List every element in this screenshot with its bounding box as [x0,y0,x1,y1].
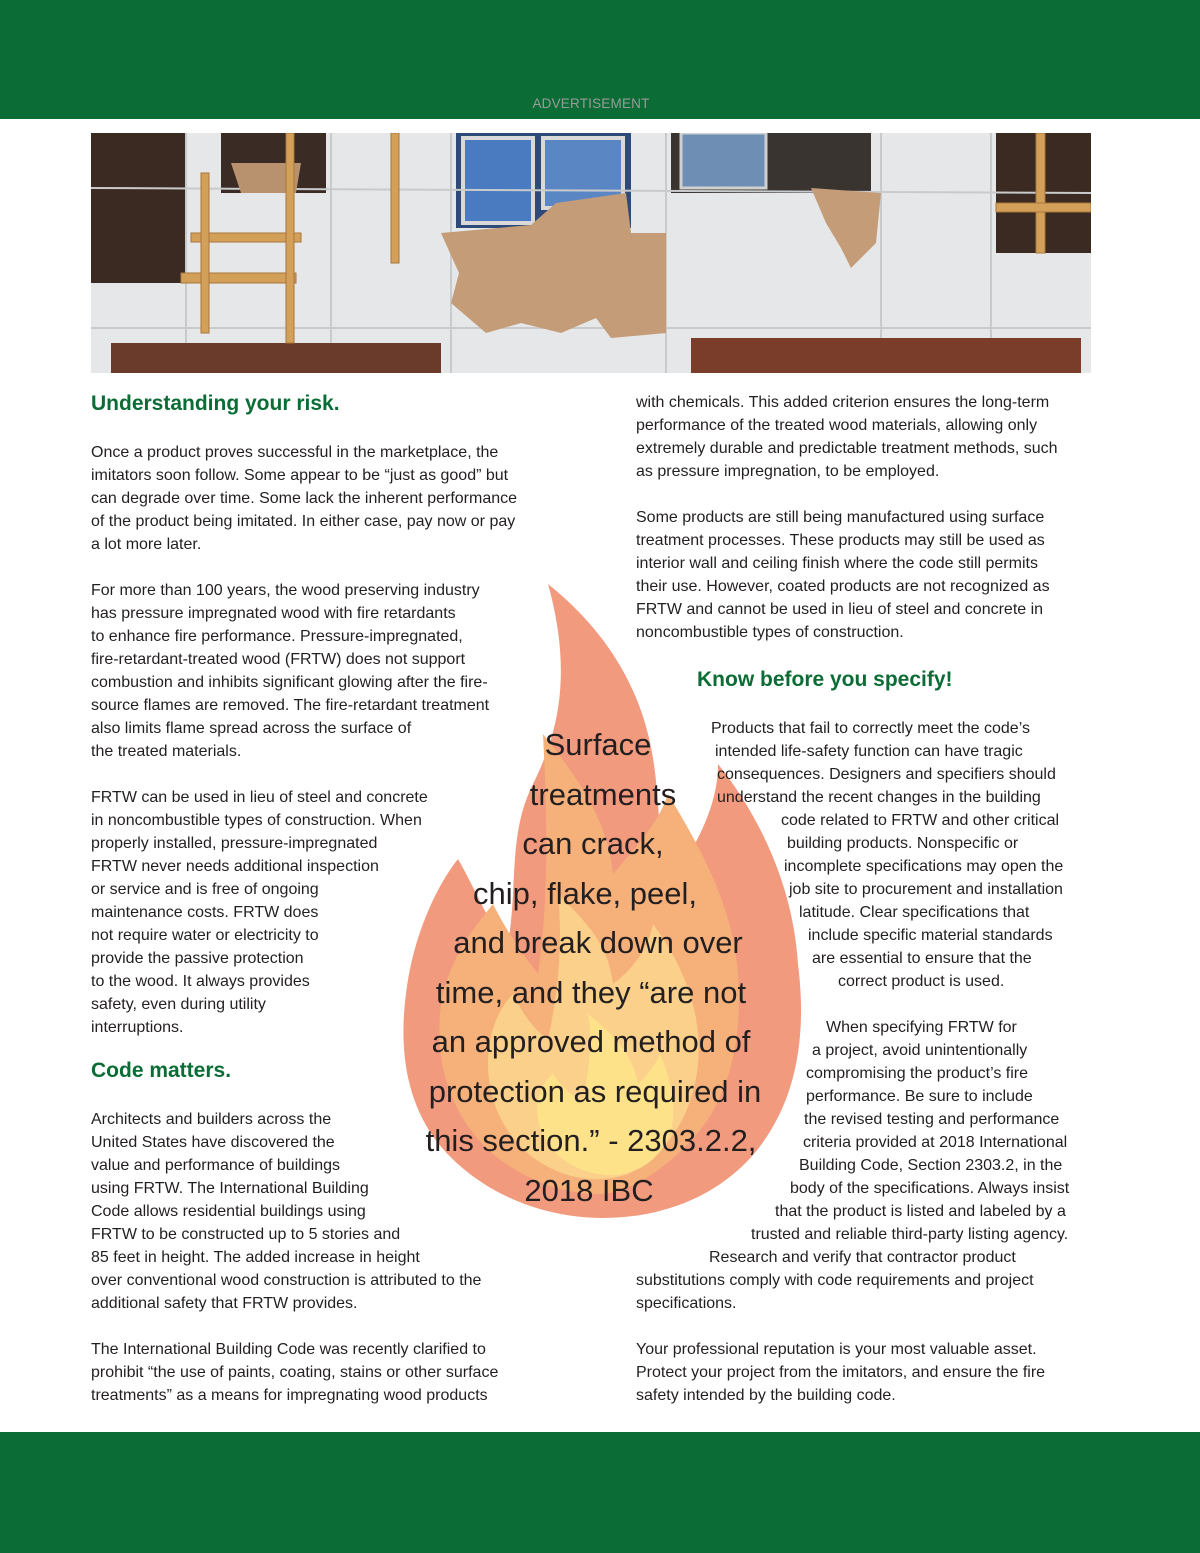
text-line: with chemicals. This added criterion ensures the long-term [636,394,1050,411]
text-line: interruptions. [91,1019,184,1036]
text-line: compromising the product’s fire [806,1065,1029,1082]
text-line: fire-retardant-treated wood (FRTW) does not support [91,651,466,668]
text-line: When specifying FRTW for [826,1019,1017,1036]
bottom-green-band [0,1432,1200,1553]
text-line: treatment processes. These products may still be used as [636,532,1045,549]
text-line: provide the passive protection [91,950,304,967]
pull-quote-line: can crack, [522,826,664,861]
text-line: safety, even during utility [91,996,266,1013]
text-line: code related to FRTW and other critical [781,812,1060,829]
text-line: using FRTW. The International Building [91,1180,369,1197]
text-line: For more than 100 years, the wood preserving industry [91,582,480,599]
pull-quote-line: chip, flake, peel, [472,876,698,911]
text-line: Products that fail to correctly meet the code’s [711,720,1030,737]
text-line: are essential to ensure that the [812,950,1032,967]
text-line: FRTW never needs additional inspection [91,858,379,875]
text-line: noncombustible types of construction. [636,624,904,641]
pull-quote-line: Surface [544,727,652,762]
text-line: the revised testing and performance [804,1111,1060,1128]
text-line: their use. However, coated products are not recognized as [636,578,1050,595]
text-line: not require water or electricity to [91,927,319,944]
text-line: incomplete specifications may open the [784,858,1064,875]
text-line: interior wall and ceiling finish where the code still permits [636,555,1038,572]
text-line: prohibit “the use of paints, coating, stains or other surface [91,1364,499,1381]
text-line: in noncombustible types of construction. When [91,812,422,829]
text-line: source flames are removed. The fire-retardant treatment [91,697,490,714]
text-line: properly installed, pressure-impregnated [91,835,378,852]
advertisement-label: ADVERTISEMENT [532,96,650,111]
text-line: FRTW and cannot be used in lieu of steel and concrete in [636,601,1044,618]
heading-know-before-specify: Know before you specify! [697,668,953,691]
pull-quote-line: this section.” - 2303.2.2, [425,1123,757,1158]
text-line: performance of the treated wood materials, allowing only [636,417,1038,434]
text-line: correct product is used. [838,973,1005,990]
text-line: as pressure impregnation, to be employed. [636,463,940,480]
text-line: can degrade over time. Some lack the inherent performance [91,490,518,507]
text-line: to enhance fire performance. Pressure-impregnated, [91,628,463,645]
text-line: 85 feet in height. The added increase in height [91,1249,420,1266]
text-line: performance. Be sure to include [806,1088,1033,1105]
text-line: that the product is listed and labeled by a [775,1203,1066,1220]
text-line: a project, avoid unintentionally [812,1042,1028,1059]
text-line: a lot more later. [91,536,202,553]
text-line: to the wood. It always provides [91,973,310,990]
text-line: body of the specifications. Always insist [790,1180,1070,1197]
text-line: Your professional reputation is your most valuable asset. [636,1341,1037,1358]
text-line: latitude. Clear specifications that [799,904,1030,921]
text-line: value and performance of buildings [91,1157,341,1174]
text-line: over conventional wood construction is attributed to the [91,1272,482,1289]
text-line: substitutions comply with code requirements and project [636,1272,1034,1289]
text-line: safety intended by the building code. [636,1387,896,1404]
text-line: Code allows residential buildings using [91,1203,366,1220]
text-line: understand the recent changes in the building [717,789,1041,806]
text-line: specifications. [636,1295,737,1312]
pull-quote-line: and break down over [453,925,743,960]
text-line: include specific material standards [808,927,1053,944]
text-line: of the product being imitated. In either case, pay now or pay [91,513,516,530]
pull-quote-line: treatments [529,777,677,812]
text-line: job site to procurement and installation [789,881,1063,898]
heading-code-matters: Code matters. [91,1059,232,1082]
text-line: or service and is free of ongoing [91,881,319,898]
text-line: has pressure impregnated wood with fire retardants [91,605,456,622]
text-line: Some products are still being manufactured using surface [636,509,1045,526]
text-line: the treated materials. [91,743,242,760]
pull-quote-line: time, and they “are not [435,975,747,1010]
text-line: intended life-safety function can have tragic [715,743,1023,760]
text-line: imitators soon follow. Some appear to be “just as good” but [91,467,509,484]
pull-quote-line: 2018 IBC [524,1173,654,1208]
text-line: Building Code, Section 2303.2, in the [799,1157,1063,1174]
text-line: Protect your project from the imitators, and ensure the fire [636,1364,1046,1381]
text-line: maintenance costs. FRTW does [91,904,319,921]
text-line: Research and verify that contractor product [709,1249,1016,1266]
text-line: treatments” as a means for impregnating wood products [91,1387,488,1404]
pull-quote-line: an approved method of [431,1024,751,1059]
text-line: Architects and builders across the [91,1111,332,1128]
pull-quote-line: protection as required in [428,1074,762,1109]
text-line: FRTW to be constructed up to 5 stories and [91,1226,401,1243]
text-line: extremely durable and predictable treatment methods, such [636,440,1058,457]
text-line: also limits flame spread across the surface of [91,720,412,737]
text-line: consequences. Designers and specifiers should [717,766,1056,783]
text-line: criteria provided at 2018 International [803,1134,1068,1151]
text-line: The International Building Code was recently clarified to [91,1341,486,1358]
building-sheathing-photo [91,133,1091,373]
text-line: United States have discovered the [91,1134,335,1151]
text-line: building products. Nonspecific or [787,835,1019,852]
text-line: combustion and inhibits significant glowing after the fire- [91,674,488,691]
text-line: trusted and reliable third-party listing agency. [751,1226,1069,1243]
text-line: additional safety that FRTW provides. [91,1295,358,1312]
heading-understanding-risk: Understanding your risk. [91,392,340,415]
text-line: FRTW can be used in lieu of steel and concrete [91,789,428,806]
text-line: Once a product proves successful in the marketplace, the [91,444,499,461]
